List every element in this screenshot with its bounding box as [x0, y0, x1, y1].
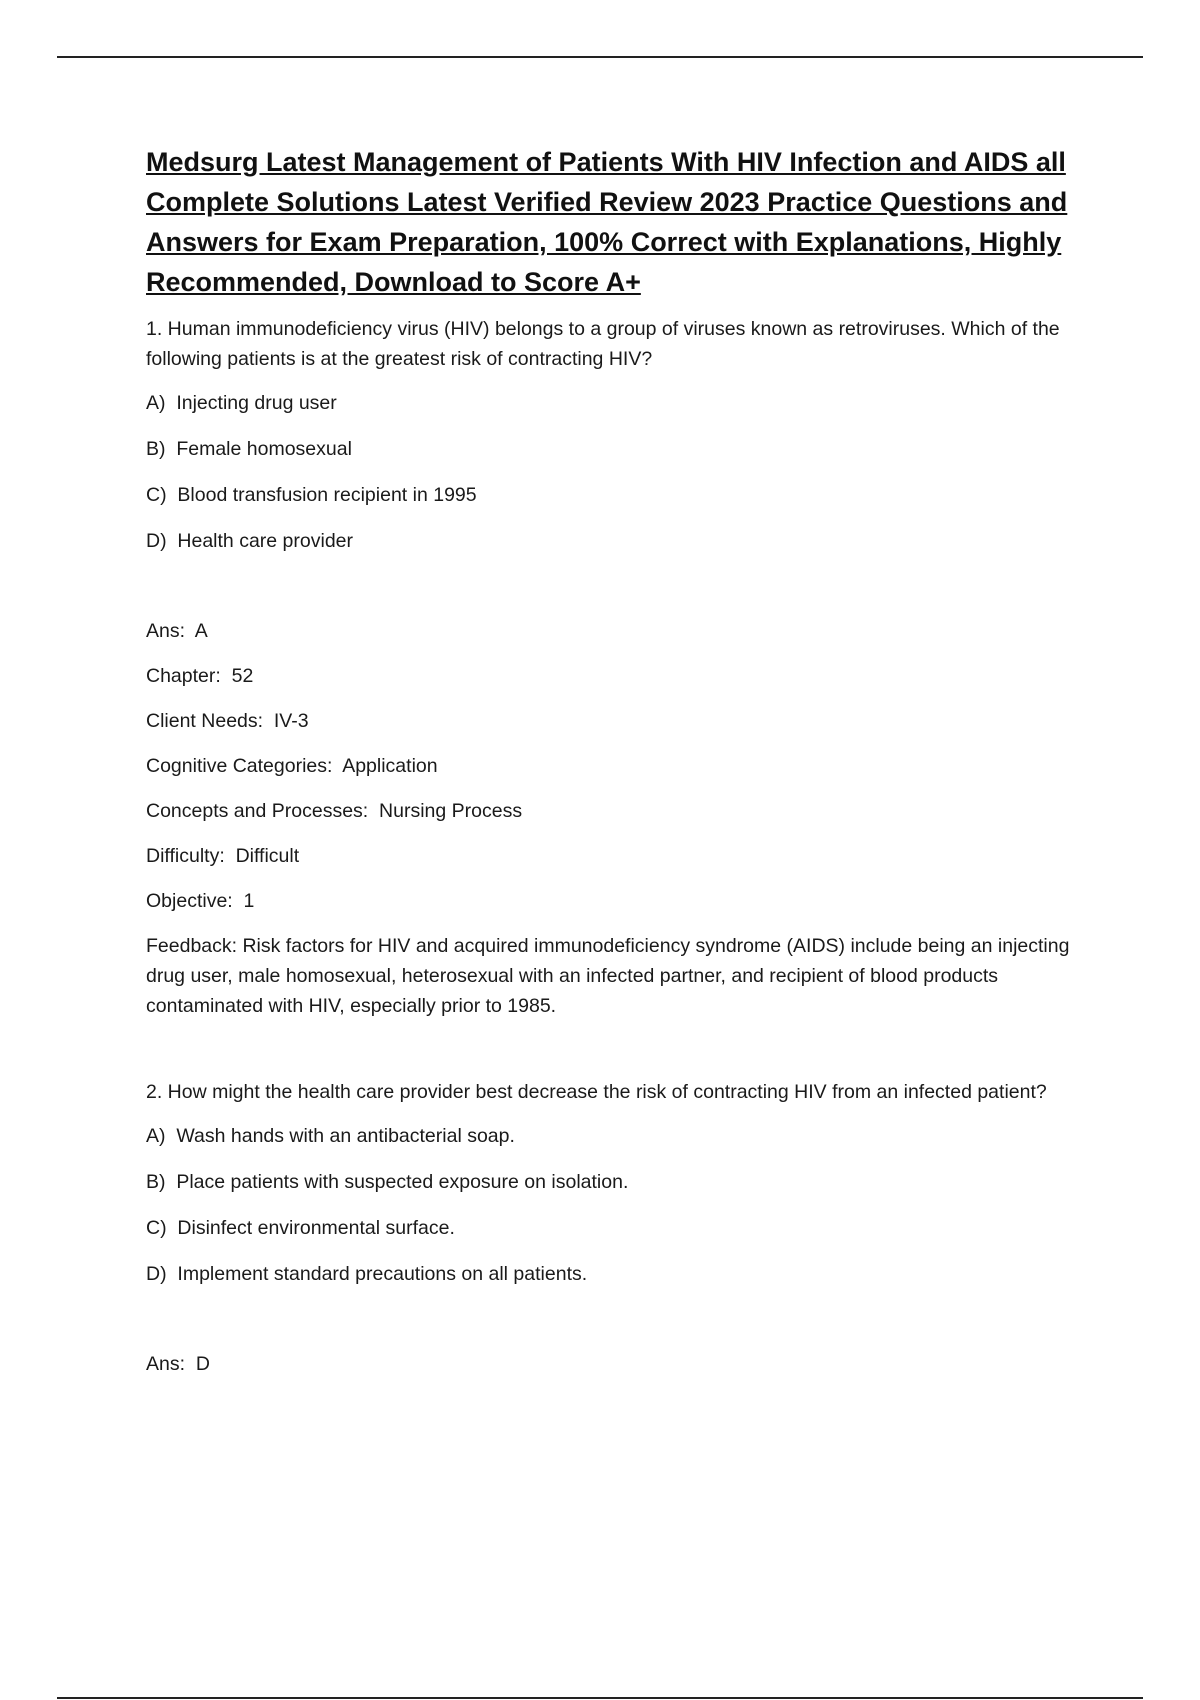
option-a: A) Wash hands with an antibacterial soap.: [146, 1125, 515, 1147]
question-1: [146, 314, 1076, 1021]
bottom-rule: [57, 1697, 1143, 1699]
answer-key: Ans: A: [146, 620, 208, 642]
question-2: [146, 1077, 1076, 1379]
difficulty: Difficulty: Difficult: [146, 845, 300, 867]
option-d: D) Health care provider: [146, 530, 353, 552]
question-stem: 2. How might the health care provider best decrease the risk of contracting HIV from an infected patient?: [146, 1081, 1047, 1103]
concepts-processes: Concepts and Processes: Nursing Process: [146, 800, 523, 822]
title-line: Answers for Exam Preparation, 100% Correct with Explanations, Highly: [146, 227, 1062, 257]
option-c: C) Blood transfusion recipient in 1995: [146, 484, 477, 506]
option-a: A) Injecting drug user: [146, 392, 337, 414]
objective: Objective: 1: [146, 890, 255, 912]
top-rule: [57, 56, 1143, 58]
client-needs: Client Needs: IV-3: [146, 710, 309, 732]
feedback: Feedback: Risk factors for HIV and acquired immunodeficiency syndrome (AIDS) include being an injecting drug user, male homosexual, heterosexual with an infected partner, and recipient of blood products contaminated with HIV, especially prior to 1985.: [146, 935, 1070, 1017]
document-body: [146, 142, 1076, 1394]
answer-options: [146, 388, 1076, 556]
option-d: D) Implement standard precautions on all patients.: [146, 1263, 588, 1285]
title-line: Recommended, Download to Score A+: [146, 267, 641, 297]
option-b: B) Female homosexual: [146, 438, 352, 460]
option-c: C) Disinfect environmental surface.: [146, 1217, 455, 1239]
chapter: Chapter: 52: [146, 665, 254, 687]
option-b: B) Place patients with suspected exposure on isolation.: [146, 1171, 629, 1193]
cognitive-categories: Cognitive Categories: Application: [146, 755, 438, 777]
document-title: [146, 142, 1076, 302]
answer-options: [146, 1121, 1076, 1289]
title-line: Complete Solutions Latest Verified Review 2023 Practice Questions and: [146, 187, 1068, 217]
title-line: Medsurg Latest Management of Patients With HIV Infection and AIDS all: [146, 147, 1066, 177]
question-stem: 1. Human immunodeficiency virus (HIV) belongs to a group of viruses known as retroviruses. Which of the following patients is at the greatest risk of contracting HIV?: [146, 318, 1060, 370]
answer-key: Ans: D: [146, 1353, 210, 1375]
